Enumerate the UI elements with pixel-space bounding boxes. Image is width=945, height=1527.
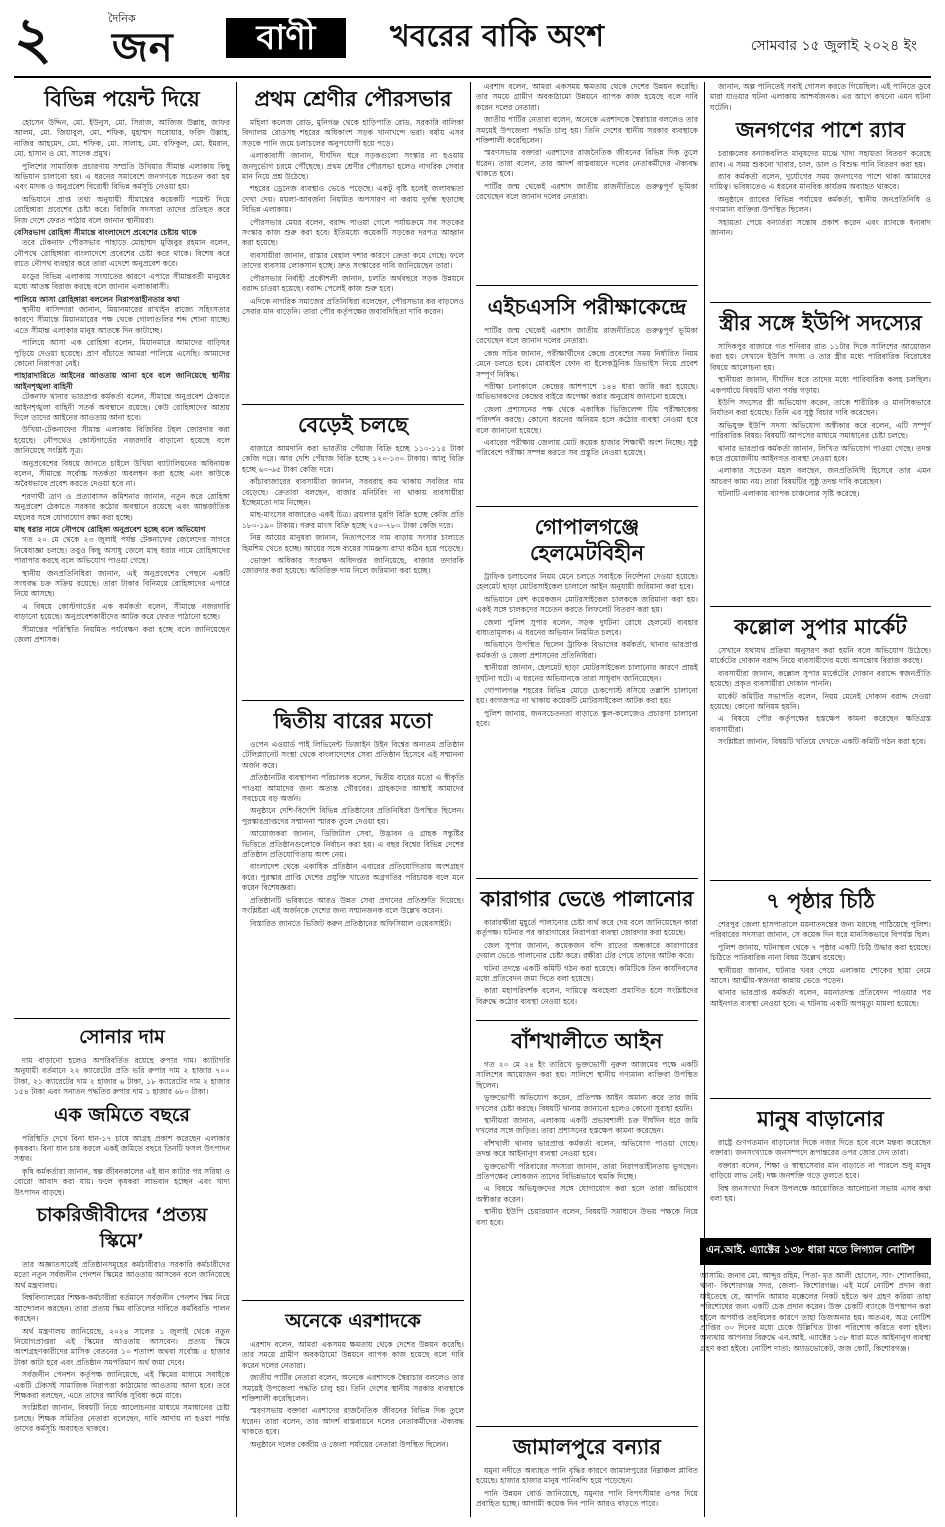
column-divider — [470, 82, 471, 1517]
article-banshkhali — [476, 1028, 698, 1228]
article-divider — [476, 506, 698, 507]
article-divider — [476, 285, 698, 286]
article-headline: অনেকে এরশাদকে — [285, 1310, 421, 1332]
column-4-low — [710, 884, 931, 1011]
masthead-rule — [14, 76, 931, 78]
paragraph: বক্তারা বলেন, শিক্ষা ও স্বাস্থ্যসেবার মান বাড়াতে না পারলে শুধু মানুষ বাড়িয়ে লাভ নেই। দক্ষ জনশক্তি গড়ে তুলতে হবে। — [710, 1160, 931, 1181]
paragraph: বিস্তারিত জানতে ভিজিট করুন প্রতিষ্ঠানের অফিসিয়াল ওয়েবসাইট। — [250, 918, 452, 928]
paragraph: পানি উন্নয়ন বোর্ড জানিয়েছে, যমুনার পানি বিপৎসীমার ওপর দিয়ে প্রবাহিত হচ্ছে। আগামী কয়েক দিন পানি আরও বাড়তে পারে। — [476, 1488, 698, 1509]
article-body — [14, 1134, 230, 1198]
paragraph: জেলা প্রশাসনের পক্ষ থেকে একাধিক ভিজিলেন্স টিম পরীক্ষাকেন্দ্র পরিদর্শন করছে। কোনো ধরনের অনিয়ম হলে কঠোর ব্যবস্থা নেওয়া হবে বলে জানানো হয়েছে। — [476, 404, 698, 435]
article-headline: প্রথম শ্রেণীর পৌরসভার — [254, 87, 452, 111]
subheading: মাছ ধরার নামে নৌপথে রোহিঙ্গা অনুপ্রবেশ হচ্ছে বলে অভিযোগ — [14, 525, 206, 535]
paragraph: জাতীয় পার্টির নেতারা বলেন, অনেকে এরশাদকে স্বৈরাচার বললেও তার সময়েই উপজেলা পদ্ধতি চালু হয়। তিনি দেশের স্থানীয় সরকার ব্যবস্থাকে শক্তিশালী করেছিলেন। — [242, 1373, 464, 1404]
column-2-lower — [242, 704, 464, 931]
paragraph: কেন্দ্র সচিব জানান, পরীক্ষার্থীদের কেন্দ্রে প্রবেশের সময় নির্ধারিত নিয়ম মেনে চলতে হবে। মোবাইল ফোন বা ইলেকট্রনিক ডিভাইস নিয়ে প্রবেশ সম্পূর্ণ নিষিদ্ধ। — [476, 348, 698, 379]
article-onek-ershad — [242, 1308, 464, 1450]
column-3-lower — [476, 882, 698, 1009]
paragraph: কারা মহাপরিদর্শক বলেন, দায়িত্বে অবহেলা প্রমাণিত হলে সংশ্লিষ্টদের বিরুদ্ধে কঠোর ব্যবস্থা নেওয়া হবে। — [476, 986, 698, 1006]
article-divider — [14, 1018, 230, 1019]
paragraph: ঘটনাটি এলাকায় ব্যাপক চাঞ্চল্যের সৃষ্টি করেছে। — [718, 489, 860, 499]
paragraph: স্মরণসভায় বক্তারা এরশাদের রাজনৈতিক জীবনের বিভিন্ন দিক তুলে ধরেন। তারা বলেন, তার আদর্শ বাস্তবায়নে দলের নেতাকর্মীদের ঐক্যবদ্ধ থাকতে হবে। — [476, 148, 698, 179]
article-kallol-market — [710, 614, 931, 748]
article-divider — [710, 880, 931, 881]
article-body — [242, 1340, 464, 1450]
paragraph: চরাঞ্চলের বন্যাকবলিত মানুষদের মাঝে খাদ্য সহায়তা বিতরণ করেছে র‍্যাব। এ সময় শুকনো খাবার, চাল, ডাল ও বিশুদ্ধ পানি বিতরণ করা হয়। — [710, 149, 931, 169]
paragraph: ভোক্তা অধিকার সংরক্ষণ অধিদপ্তর জানিয়েছে, বাজার তদারকি জোরদার করা হয়েছে। অতিরিক্ত দাম নিলে জরিমানা করা হচ্ছে। — [242, 556, 464, 576]
article-body — [14, 118, 230, 646]
paragraph: যমুনা নদীতে অব্যাহত পানি বৃদ্ধির কারণে জামালপুরের নিম্নাঞ্চল প্লাবিত হয়েছে। হাজার হাজার মানুষ পানিবন্দি হয়ে পড়েছেন। — [476, 1466, 698, 1486]
paragraph: জেলা পুলিশ সুপার বলেন, সড়ক দুর্ঘটনা রোধে হেলমেট ব্যবহার বাধ্যতামূলক। এ ধরনের অভিযান নিয়মিত চলবে। — [476, 617, 698, 638]
column-1 — [14, 82, 230, 648]
paragraph: মহিলা কলেজ রোড, মুনিগঞ্জ থেকে হাড়িপাতি রোড, সরকারি বালিকা বিদ্যালয় রোডসহ শহরের অধিকাংশ সড়ক খানাখন্দে ভরা। বর্ষায় এসব সড়কে পানি জমে চলাচলের অনুপযোগী হয়ে পড়ে। — [242, 118, 464, 148]
paragraph: টেকনাফ থানার ভারপ্রাপ্ত কর্মকর্তা বলেন, সীমান্তে অনুপ্রবেশ ঠেকাতে আইনশৃঙ্খলা বাহিনী সতর্ক অবস্থানে রয়েছে। কেউ রোহিঙ্গাদের আশ্রয় দিলে তাদের আইনের আওতায় আনা হবে। — [14, 392, 230, 422]
article-headline: জামালপুরে বন্যার — [513, 1435, 661, 1459]
article-bibhinno-point — [14, 86, 230, 646]
article-hsc-exam — [476, 294, 698, 459]
article-body — [710, 1138, 931, 1204]
paragraph: স্থানীয় বাসিন্দারা জানান, মিয়ানমারের রাখাইন রাজ্যে সহিংসতার কারণে সীমান্তে মিয়ানমারের পক্ষ থেকে গোলাগুলির শব্দ শোনা যাচ্ছে। এতে সীমান্ত এলাকার মানুষ আতঙ্কে দিন কাটাচ্ছে। — [14, 304, 230, 335]
article-divider — [476, 878, 698, 879]
paragraph: এবারের পরীক্ষায় জেলায় মোট কয়েক হাজার শিক্ষার্থী অংশ নিচ্ছে। সুষ্ঠু পরিবেশে পরীক্ষা সম্পন্ন করতে সব প্রস্তুতি নেওয়া হয়েছে। — [476, 438, 698, 458]
article-body — [710, 149, 931, 238]
paragraph: পালিয়ে আসা এক রোহিঙ্গা বলেন, মিয়ানমারে আমাদের বাড়িঘর পুড়িয়ে দেওয়া হয়েছে। প্রাণ বাঁচাতে আমরা পালিয়ে এসেছি। আমাদের কোনো নিরাপত্তা নেই। — [14, 338, 230, 368]
article-divider — [710, 606, 931, 607]
article-body — [710, 342, 931, 500]
legal-notice-body: আসামি: জনাব মো. আব্দুর রহিম, পিতা- মৃত আলী হোসেন, সাং- শোলাকিয়া, থানা- কিশোরগঞ্জ সদর, জেলা- কিশোরগঞ্জ। এই মর্মে নোটিশ প্রদান করা যাইতেছে যে, আপনি আমার মক্কেলের নিকট হইতে ঋণ গ্রহণ করিয়া তাহা পরিশোধের জন্য একটি চেক প্রদান করেন। উক্ত চেকটি ব্যাংকে উপস্থাপন করা হইলে অপর্যাপ্ত তহবিলের কারণে তাহা ডিজঅনার হয়। অতএব, অত্র নোটিশ প্রাপ্তির ৩০ দিনের মধ্যে চেকে উল্লিখিত টাকা পরিশোধ করিতে বলা হইল। অন্যথায় আপনার বিরুদ্ধে এন.আই. এ্যাক্টের ১৩৮ ধারা মতে আইনানুগ ব্যবস্থা গ্রহণ করা হইবে। নোটিশ দাতা: অ্যাডভোকেট, জজ কোর্ট, কিশোরগঞ্জ। — [700, 1271, 931, 1353]
paragraph: জানান, অল্প পানিতেই সবাই গোসল করতে গিয়েছিল। এই পানিতে ডুবে মারা যাওয়ার ঘটনা এলাকায় আশ্চর্যজনক। এর আগে কখনো এমন ঘটনা ঘটেনি। — [710, 82, 931, 112]
paragraph: হোসেন উদ্দিন, মো. ইউনুস, মো. সিরাজ, আজিজ উল্লাহ, জাফর আলম, মো. জিয়াবুল, মো. শফিক, মুহাম্মদ সরোয়ার, ফরিদ উল্লাহ, নাজির আহমেদ, মো. শফিক, মো. সালাহ, মো. রফিকুল, মো. ইমরান, মো. হাসান ও মো. সাদেক প্রমুখ। — [14, 118, 230, 159]
paragraph: সর্বজনীন পেনশন কর্তৃপক্ষ জানিয়েছে, এই স্কিমের মাধ্যমে সবাইকে একটি টেকসই সামাজিক নিরাপত্তা কাঠামোর আওতায় আনা হবে। তবে শিক্ষকরা বলছেন, এতে তাদের আর্থিক সুবিধা কমে যাবে। — [14, 1370, 230, 1400]
article-headline: এক জমিতে বছরে — [53, 1103, 191, 1126]
paragraph: পার্টির জন্ম থেকেই এরশাদ জাতীয় রাজনীতিতে গুরুত্বপূর্ণ ভূমিকা রেখেছেন বলে জানান দলের নেতারা। — [476, 326, 698, 346]
article-body — [476, 1466, 698, 1510]
paragraph: অভিযানে প্রাপ্ত তথ্য অনুযায়ী সীমান্তের কয়েকটি পয়েন্ট দিয়ে রোহিঙ্গারা প্রবেশের চেষ্টা করে। বিজিবি সদস্যরা তাদের প্রতিহত করে নিজ দেশে ফেরত পাঠায় বলে জানান স্থানীয়রা। — [14, 194, 230, 225]
paragraph: রাষ্ট্রে গুণগতমান বাড়ানোর দিকে নজর দিতে হবে বলে মন্তব্য করেছেন বক্তারা। জনসংখ্যাকে জনসম্পদে রূপান্তরের ওপর জোর দেন তারা। — [710, 1138, 931, 1158]
paragraph: র‍্যাব কর্মকর্তা বলেন, দুর্যোগের সময় জনগণের পাশে থাকা আমাদের দায়িত্ব। ভবিষ্যতেও এ ধরনের মানবিক কার্যক্রম অব্যাহত থাকবে। — [710, 172, 931, 192]
article-ek-jomite — [14, 1102, 230, 1198]
paragraph: গোপালগঞ্জ শহরের বিভিন্ন মোড়ে চেকপোস্ট বসিয়ে তল্লাশি চালানো হয়। কাগজপত্র না থাকায় কয়েকটি মোটরসাইকেল আটক করা হয়। — [476, 686, 698, 706]
paragraph: সংশ্লিষ্টরা জানান, বিষয়টি খতিয়ে দেখতে একটি কমিটি গঠন করা হবে। — [718, 737, 926, 747]
paragraph: পুলিশ জানায়, জনসচেতনতা বাড়াতে স্কুল-কলেজেও প্রচারণা চালানো হবে। — [476, 708, 698, 729]
paragraph: স্থানীয় জনপ্রতিনিধিরা জানান, এই অনুপ্রবেশের পেছনে একটি সংঘবদ্ধ চক্র সক্রিয় রয়েছে। তারা টাকার বিনিময়ে রোহিঙ্গাদের এপারে নিয়ে আসছে। — [14, 568, 230, 599]
paragraph: পুলিশের সামাজিক প্রচারণায় সম্প্রতি উখিয়ার সীমান্ত এলাকায় কিছু অভিযান চালানো হয়। এ ধরনের সমাবেশে জনগণকে সচেতন করা হয় এবং মাদক ও অনুপ্রবেশ বিরোধী বিভিন্ন কর্মসূচি নেওয়া হয়। — [14, 161, 230, 192]
article-sonar-dam — [14, 1024, 230, 1098]
article-headline: মানুষ বাড়ানোর — [757, 1107, 884, 1131]
article-body — [242, 740, 464, 929]
paragraph: পৌরসভার মেয়র বলেন, বরাদ্দ পাওয়া গেলে পর্যায়ক্রমে সব সড়কের সংস্কার কাজ শুরু করা হবে। ইতিমধ্যে কয়েকটি সড়কের দরপত্র আহ্বান করা হয়েছে। — [242, 217, 464, 248]
date-line: সোমবার ১৫ জুলাই ২০২৪ ইং — [750, 38, 917, 54]
paragraph: ভুক্তভোগী পরিবারের সদস্যরা জানান, তারা নিরাপত্তাহীনতায় ভুগছেন। প্রতিপক্ষের লোকজন তাদের বিভিন্নভাবে হুমকি দিচ্ছে। — [476, 1161, 698, 1182]
paragraph: পৌরসভার নির্বাহী প্রকৌশলী জানান, চলতি অর্থবছরে সড়ক উন্নয়নে বরাদ্দ চাওয়া হয়েছে। বরাদ্দ পেলেই কাজ শুরু হবে। — [242, 273, 464, 294]
paragraph: এলাকার সচেতন মহল বলছেন, জনপ্রতিনিধি হিসেবে তার এমন আচরণ কাম্য নয়। তারা বিষয়টির সুষ্ঠু তদন্ত দাবি করেছেন। — [710, 466, 931, 486]
logo-bani: বাণী — [226, 18, 346, 58]
subheading: বেসিরভাগ রোহিঙ্গা সীমান্তে বাংলাদেশে প্রবেশের চেষ্টায় থাকে — [14, 228, 197, 238]
paragraph: ভুক্তভোগী অভিযোগ করেন, প্রতিপক্ষ আইন অমান্য করে তার জমি দখলের চেষ্টা করছে। বিষয়টি থানায় জানানো হলেও কোনো সুরাহা হয়নি। — [476, 1093, 698, 1113]
article-body — [710, 920, 931, 1009]
article-divider — [476, 1426, 698, 1427]
paragraph: অভিযুক্ত ইউপি সদস্য অভিযোগ অস্বীকার করে বলেন, এটি সম্পূর্ণ পারিবারিক বিষয়। বিষয়টি আপসের মাধ্যমে সমাধানের চেষ্টা চলছে। — [710, 420, 931, 441]
paragraph: এ বিষয়ে অভিযুক্তদের সঙ্গে যোগাযোগ করা হলে তারা অভিযোগ অস্বীকার করেন। — [476, 1184, 698, 1204]
article-body — [476, 326, 698, 459]
article-rab — [710, 117, 931, 238]
article-continuation — [476, 82, 698, 202]
paragraph: সহায়তা পেয়ে বন্যার্তরা সন্তোষ প্রকাশ করেন এবং র‍্যাবকে ধন্যবাদ জানান। — [710, 217, 931, 238]
paragraph: আয়োজকরা জানান, ডিজিটাল সেবা, উদ্ভাবন ও গ্রাহক সন্তুষ্টির ভিত্তিতে প্রতিষ্ঠানগুলোকে নির্বাচন করা হয়। এ বছর বিশ্বের বিভিন্ন দেশের প্রতিষ্ঠান প্রতিযোগিতায় অংশ নেয়। — [242, 829, 464, 860]
paragraph: পরীক্ষা চলাকালে কেন্দ্রের আশপাশে ১৪৪ ধারা জারি করা হয়েছে। অভিভাবকদের কেন্দ্রের বাইরে অপেক্ষা করার অনুরোধ জানানো হয়েছে। — [476, 382, 698, 402]
paragraph: বাজারে আমদানি করা ভারতীয় পেঁয়াজ বিক্রি হচ্ছে ১১০-১১৫ টাকা কেজি দরে। আর দেশি পেঁয়াজ বিক্রি হচ্ছে ১২০-১৩০ টাকায়। আলু বিক্রি হচ্ছে ৬০-৬৫ টাকা কেজি দরে। — [242, 444, 464, 474]
article-continuation — [710, 82, 931, 113]
paragraph: বাংলাদেশ থেকে একাধিক প্রতিষ্ঠান এবারের প্রতিযোগিতায় অংশগ্রহণ করে। পুরস্কার প্রাপ্তি দেশের প্রযুক্তি খাতের অগ্রগতির পরিচায়ক বলে মনে করেন বিশেষজ্ঞরা। — [242, 862, 464, 893]
paragraph: এ বিষয়ে পৌর কর্তৃপক্ষের হস্তক্ষেপ কামনা করেছেন ক্ষতিগ্রস্ত ব্যবসায়ীরা। — [710, 714, 931, 734]
column-3-bottom — [476, 1430, 698, 1512]
article-up-member — [710, 310, 931, 500]
paragraph: এলাকাবাসী জানান, দীর্ঘদিন ধরে সড়কগুলো সংস্কার না হওয়ায় জনদুর্ভোগ চরমে পৌঁছেছে। প্রথম শ্রেণীর পৌরসভা হলেও নাগরিক সেবার মান নিয়ে প্রশ্ন উঠেছে। — [242, 151, 464, 182]
paragraph: পরিস্থিতি দেখে বিনা ধান-১৭ চাষে আগ্রহ প্রকাশ করেছেন এলাকার কৃষকরা। বিনা ধান চাষ করলে একই জমিতে বছরে তিনটি ফসল উৎপাদন সম্ভব। — [14, 1133, 230, 1164]
paragraph: নিম্ন আয়ের মানুষরা জানান, নিত্যপণ্যের দাম বাড়ায় সংসার চালাতে হিমশিম খেতে হচ্ছে। আয়ের সঙ্গে ব্যয়ের সামঞ্জস্য রাখা কঠিন হয়ে পড়েছে। — [242, 533, 464, 553]
paragraph: এদিকে নাগরিক সমাজের প্রতিনিধিরা বলেছেন, পৌরসভার কর বাড়লেও সেবার মান বাড়েনি। তারা পৌর কর্তৃপক্ষের জবাবদিহিতা দাবি করেন। — [242, 296, 464, 316]
paragraph: পার্টির জন্ম থেকেই এরশাদ জাতীয় রাজনীতিতে গুরুত্বপূর্ণ ভূমিকা রেখেছেন বলে জানান দলের নেতারা। — [476, 181, 698, 202]
paragraph: তবে টেকনাফ পৌরসভার পাহাড়ে মোহাম্মদ মুজিবুর রহমান বলেন, নৌপথে রোহিঙ্গারা বাংলাদেশে প্রবেশের চেষ্টা করে থাকে। বিশেষ করে রাতে নৌপথ ব্যবহার করে তারা এদেশে অনুপ্রবেশ করে। — [14, 238, 230, 269]
logo-jon: জন — [112, 25, 174, 71]
article-divider — [710, 302, 931, 303]
paragraph: থানার ভারপ্রাপ্ত কর্মকর্তা বলেন, ময়নাতদন্ত প্রতিবেদন পাওয়ার পর আইনগত ব্যবস্থা নেওয়া হবে। এ ঘটনায় একটি অপমৃত্যু মামলা হয়েছে। — [710, 988, 931, 1008]
paragraph: ট্রাফিক চলাচলের নিয়ম মেনে চলতে সবাইকে নির্দেশনা দেওয়া হয়েছে। হেলমেট ছাড়া মোটরসাইকেল চালালে আইন অনুযায়ী জরিমানা করা হবে। — [476, 572, 698, 592]
paragraph: থানার ভারপ্রাপ্ত কর্মকর্তা জানান, লিখিত অভিযোগ পাওয়া গেছে। তদন্ত করে প্রয়োজনীয় আইনগত ব্যবস্থা নেওয়া হবে। — [710, 443, 931, 464]
article-headline: বিভিন্ন পয়েন্ট দিয়ে — [44, 87, 200, 111]
article-body — [14, 1056, 230, 1098]
paragraph: কৃষি কর্মকর্তারা জানান, স্বল্প জীবনকালের এই ধান কাটার পর সরিষা ও বোরো আবাদ করা যায়। ফলে কৃষকরা লাভবান হচ্ছেন এবং খাদ্য উৎপাদন বাড়ছে। — [14, 1166, 230, 1197]
article-divider — [242, 1300, 464, 1301]
article-headline: চাকরিজীবীদের ‘প্রত্যয় স্কিমে’ — [36, 1204, 208, 1253]
article-gopalganj-helmet — [476, 514, 698, 730]
article-dwitiyo-bar — [242, 708, 464, 929]
subheading: পাহারাদারিতে আইনের আওতায় আনা হবে বলে জানিয়েছে স্থানীয় আইনশৃঙ্খলা বাহিনী — [14, 371, 230, 391]
article-bereii-cholche — [242, 412, 464, 577]
paragraph: দাম বাড়ানো হলেও অপরিবর্তিত রয়েছে রুপার দাম। ক্যাটাগরি অনুযায়ী বর্তমানে ২২ ক্যারেটের প্রতি ভরি রুপার দাম ২ হাজার ৭০০ টাকা, ২১ ক্যারেটের দাম ২ হাজার ৬ টাকা, ১৮ ক্যারেটের দাম ২ হাজার ১৫৪ টাকা এবং সনাতন পদ্ধতির রুপার দাম ১ হাজার ৬৮০ টাকা। — [14, 1056, 230, 1097]
paragraph: প্রতিষ্ঠানটি ভবিষ্যতে আরও উন্নত সেবা প্রদানের প্রতিশ্রুতি দিয়েছে। সংশ্লিষ্টরা এই অর্জনকে দেশের জন্য সম্মানজনক বলে উল্লেখ করেন। — [242, 895, 464, 916]
paragraph: অভিযানে বেশ কয়েকজন মোটরসাইকেল চালককে জরিমানা করা হয়। একই সঙ্গে চালকদের সচেতন করতে লিফলেট বিতরণ করা হয়। — [476, 594, 698, 615]
article-headline: ৭ পৃষ্ঠার চিঠি — [766, 889, 875, 913]
paragraph: সীমান্তের পরিস্থিতি নিয়মিত পর্যবেক্ষণ করা হচ্ছে বলে জানিয়েছেন জেলা প্রশাসক। — [14, 624, 230, 645]
paragraph: জাতীয় পার্টির নেতারা বলেন, অনেকে এরশাদকে স্বৈরাচার বললেও তার সময়েই উপজেলা পদ্ধতি চালু হয়। তিনি দেশের স্থানীয় সরকার ব্যবস্থাকে শক্তিশালী করেছিলেন। — [476, 115, 698, 146]
article-headline: বাঁশখালীতে আইন — [511, 1029, 663, 1053]
paragraph: অনুষ্ঠানে দেশি-বিদেশি বিভিন্ন প্রতিষ্ঠানের প্রতিনিধিরা উপস্থিত ছিলেন। পুরস্কারপ্রাপ্তদের সম্মাননা স্মারক তুলে দেওয়া হয়। — [242, 806, 464, 826]
paragraph: স্থানীয়রা জানান, হেলমেট ছাড়া মোটরসাইকেল চালানোর কারণে প্রায়ই দুর্ঘটনা ঘটে। এ ধরনের অভিযানকে তারা সাধুবাদ জানিয়েছেন। — [476, 663, 698, 683]
paragraph: মাছ-মাংসের বাজারেও একই চিত্র। ব্রয়লার মুরগি বিক্রি হচ্ছে কেজি প্রতি ১৮০-১৯০ টাকায়। গরুর মাংস বিক্রি হচ্ছে ৭৫০-৭৮০ টাকা কেজি দরে। — [242, 510, 464, 530]
paragraph: জেল সুপার জানান, কয়েকজন বন্দি রাতের অন্ধকারে কারাগারের দেয়াল ভেঙে পালানোর চেষ্টা করে। রক্ষীরা টের পেয়ে তাদের আটক করে। — [476, 940, 698, 961]
paragraph: অর্থ মন্ত্রণালয় জানিয়েছে, ২০২৪ সালের ১ জুলাই থেকে নতুন নিয়োগপ্রাপ্তরা এই স্কিমের আওতায় আসবেন। প্রত্যয় স্কিমে অংশগ্রহণকারীদের মাসিক বেতনের ১০ শতাংশ অথবা সর্বোচ্চ ৫ হাজার টাকা কাটা হবে এবং প্রতিষ্ঠান সমপরিমাণ অর্থ জমা দেবে। — [14, 1326, 230, 1367]
section-title: খবরের বাকি অংশ — [390, 19, 604, 54]
paragraph: তার অজ্ঞাতসারেই প্রতিষ্ঠানসমূহের কর্মচারীরাও সরকারি কর্মচারীদের মতো নতুন সর্বজনীন পেনশন স্কিমের আওতায় আসবেন বলে জানিয়েছে অর্থ মন্ত্রণালয়। — [14, 1260, 230, 1290]
article-headline: কল্লোল সুপার মার্কেট — [734, 615, 907, 639]
paragraph: সেখানে যথাযথ প্রক্রিয়া অনুসরণ করা হয়নি বলে অভিযোগ উঠেছে। মার্কেটের দোকান বরাদ্দ নিয়ে ব্যবসায়ীদের মধ্যে অসন্তোষ বিরাজ করছে। — [710, 646, 931, 666]
paragraph: সাদিকপুর বাজারে গত শনিবার রাত ১১টার দিকে সালিশের আয়োজন করা হয়। সেখানে ইউপি সদস্য ও তার স্ত্রীর মধ্যে পারিবারিক বিরোধের বিষয়ে আলোচনা হয়। — [710, 342, 931, 372]
paragraph: ব্যবসায়ীরা জানান, কল্লোল সুপার মার্কেটের দোকান বরাদ্দে স্বজনপ্রীতি হয়েছে। প্রকৃত ব্যবসায়ীরা দোকান পাননি। — [710, 668, 931, 689]
column-4-mid — [710, 306, 931, 502]
column-4-bottom — [710, 1102, 931, 1206]
paragraph: অভিযানে উপস্থিত ছিলেন ট্রাফিক বিভাগের কর্মকর্তা, থানার ভারপ্রাপ্ত কর্মকর্তা ও জেলা প্রশাসনের প্রতিনিধিরা। — [476, 640, 698, 660]
legal-notice-title: এন.আই. এ্যাক্টের ১৩৮ ধারা মতে লিগ্যাল নোটিশ — [700, 1238, 931, 1265]
article-jamalpur-flood — [476, 1434, 698, 1510]
article-headline: বেড়েই চলছে — [297, 413, 409, 437]
paragraph: ওপেন এওয়ার্ড পাই লিভিনেন্ট ডিজাইন উইন বিশ্বের অন্যতম প্রতিষ্ঠান টেলিপ্ল্যানেট সংস্থা থেকে বাংলাদেশের সেবা প্রতিষ্ঠান হিসেবে এই সম্মাননা অর্জন করে। — [242, 740, 464, 770]
paragraph: সংশ্লিষ্টরা জানান, বিষয়টি নিয়ে আলোচনার মাধ্যমে সমাধানের চেষ্টা চলছে। শিক্ষক সমিতির নেতারা বলেছেন, দাবি আদায় না হওয়া পর্যন্ত তাদের কর্মসূচি অব্যাহত থাকবে। — [14, 1403, 230, 1434]
legal-notice — [700, 1238, 931, 1354]
paragraph: অনুষ্ঠানে দলের কেন্দ্রীয় ও জেলা পর্যায়ের নেতারা উপস্থিত ছিলেন। — [250, 1439, 449, 1449]
paragraph: ইউপি সদস্যের স্ত্রী অভিযোগ করেন, তাকে শারীরিক ও মানসিকভাবে নির্যাতন করা হয়েছে। তিনি এর সুষ্ঠু বিচার দাবি করেছেন। — [710, 398, 931, 418]
paragraph: স্থানীয়রা জানান, এলাকায় একটি প্রভাবশালী চক্র দীর্ঘদিন ধরে জমি দখলের সঙ্গে জড়িত। তারা প্রশাসনের হস্তক্ষেপ কামনা করেছেন। — [476, 1116, 698, 1136]
paragraph: শেরপুর জেলা হাসপাতালে ময়নাতদন্তের জন্য মরদেহ পাঠিয়েছে পুলিশ। পরিবারের সদস্যরা জানান, সে কয়েক দিন ধরে মানসিকভাবে বিপর্যস্ত ছিল। — [710, 920, 931, 940]
article-headline: সোনার দাম — [79, 1026, 165, 1048]
paragraph: স্মরণসভায় বক্তারা এরশাদের রাজনৈতিক জীবনের বিভিন্ন দিক তুলে ধরেন। তারা বলেন, তার আদর্শ বাস্তবায়নে দলের নেতাকর্মীদের ঐক্যবদ্ধ থাকতে হবে। — [242, 1406, 464, 1437]
article-headline: স্ত্রীর সঙ্গে ইউপি সদস্যের — [719, 311, 922, 335]
article-headline: এইচএসসি পরীক্ষাকেন্দ্রে — [487, 295, 687, 319]
masthead — [0, 0, 945, 78]
paragraph: মার্কেট কমিটির সভাপতি বলেন, নিয়ম মেনেই দোকান বরাদ্দ দেওয়া হয়েছে। কোনো অনিয়ম হয়নি। — [710, 691, 931, 712]
paragraph: এরশাদ বলেন, আমরা একসময় ক্ষমতায় থেকে দেশের উন্নয়ন করেছি। তার সময়ে গ্রামীণ অবকাঠামো উন্নয়নে ব্যাপক কাজ হয়েছে বলে দাবি করেন দলের নেতারা। — [476, 82, 698, 112]
paragraph: প্রতিষ্ঠানটির ব্যবস্থাপনা পরিচালক বলেন, দ্বিতীয় বারের মতো এ স্বীকৃতি পাওয়া আমাদের জন্য অত্যন্ত গৌরবের। গ্রাহকদের আস্থাই আমাদের সবচেয়ে বড় অর্জন। — [242, 773, 464, 804]
article-7-page-letter — [710, 888, 931, 1009]
paragraph: কাঁচাবাজারের ব্যবসায়ীরা জানান, সরবরাহ কম থাকায় সবজির দাম বেড়েছে। ক্রেতারা বলছেন, বাজার মনিটরিং না থাকায় ব্যবসায়ীরা ইচ্ছেমতো দাম নিচ্ছেন। — [242, 477, 464, 508]
article-headline: গোপালগঞ্জে হেলমেটবিহীন — [529, 515, 644, 565]
column-4-lower — [710, 610, 931, 750]
paragraph: অনুষ্ঠানে র‍্যাবের বিভিন্ন পর্যায়ের কর্মকর্তা, স্থানীয় জনপ্রতিনিধি ও গণ্যমান্য ব্যক্তিরা উপস্থিত ছিলেন। — [710, 194, 931, 215]
paragraph: কারারক্ষীরা মুহূর্তে পালানোর চেষ্টা ব্যর্থ করে দেয় বলে জানিয়েছেন কারা কর্তৃপক্ষ। ঘটনার পর কারাগারের নিরাপত্তা ব্যবস্থা জোরদার করা হয়েছে। — [476, 918, 698, 938]
paragraph: স্থানীয়রা জানান, ঘটনার খবর পেয়ে এলাকায় শোকের ছায়া নেমে আসে। আত্মীয়-স্বজনরা কান্নায় ভেঙে পড়েন। — [710, 965, 931, 986]
paragraph: শহরের ড্রেনেজ ব্যবস্থাও ভেঙে পড়েছে। একটু বৃষ্টি হলেই জলাবদ্ধতা দেখা দেয়। ময়লা-আবর্জনা নিয়মিত অপসারণ না করায় দুর্গন্ধ ছড়াচ্ছে বিভিন্ন এলাকায়। — [242, 184, 464, 215]
article-divider — [242, 700, 464, 701]
article-prottoy-scheme — [14, 1202, 230, 1435]
paragraph: ঘটনা তদন্তে একটি কমিটি গঠন করা হয়েছে। কমিটিকে তিন কার্যদিবসের মধ্যে প্রতিবেদন জমা দিতে বলা হয়েছে। — [476, 963, 698, 984]
article-divider — [710, 1098, 931, 1099]
paragraph: স্থানীয় ইউপি চেয়ারম্যান বলেন, বিষয়টি সমাধানে উভয় পক্ষকে নিয়ে বসা হবে। — [476, 1207, 698, 1227]
article-body — [710, 646, 931, 748]
column-4 — [710, 82, 931, 240]
paragraph: বাঁশখালী থানার ভারপ্রাপ্ত কর্মকর্তা বলেন, অভিযোগ পাওয়া গেছে। তদন্ত করে আইনানুগ ব্যবস্থা নেওয়া হবে। — [476, 1138, 698, 1159]
column-3-top — [476, 82, 698, 204]
article-body — [476, 1060, 698, 1228]
column-2-mid — [242, 408, 464, 579]
paragraph: শরণার্থী ত্রাণ ও প্রত্যাবাসন কমিশনার জানান, নতুন করে রোহিঙ্গা অনুপ্রবেশ ঠেকাতে সরকার কঠোর অবস্থানে রয়েছে এবং আন্তর্জাতিক মহলের সঙ্গে যোগাযোগ রক্ষা করা হচ্ছে। — [14, 491, 230, 522]
column-2-bottom — [242, 1304, 464, 1452]
logo-dainik: দৈনিক — [108, 12, 136, 25]
article-headline: দ্বিতীয় বারের মতো — [273, 709, 433, 733]
column-2 — [242, 82, 464, 319]
paragraph: ব্যবসায়ীরা জানান, রাস্তার বেহাল দশার কারণে ক্রেতা কমে গেছে। ফলে তাদের ব্যবসায় লোকসান হচ্ছে। দ্রুত সংস্কারের দাবি জানিয়েছেন তারা। — [242, 250, 464, 271]
article-body — [14, 1260, 230, 1435]
subheading: পালিয়ে আসা রোহিঙ্গারা বললেন নিরাপত্তাহীনতার কথা — [14, 294, 180, 304]
article-headline: জনগণের পাশে র‍্যাব — [735, 118, 906, 143]
article-headline: কারাগার ভেঙে পালানোর — [480, 887, 694, 911]
column-3-mid — [476, 510, 698, 732]
paragraph: উখিয়া-টেকনাফের সীমান্ত এলাকায় বিজিবির টহল জোরদার করা হয়েছে। নৌপথেও কোস্টগার্ডের নজরদারি বাড়ানো হয়েছে বলে জানিয়েছে সংশ্লিষ্ট সূত্র। — [14, 425, 230, 456]
article-divider — [242, 404, 464, 405]
article-body — [476, 572, 698, 730]
column-1-bottom — [14, 1020, 230, 1437]
article-divider — [476, 1020, 698, 1021]
column-3-low — [476, 1024, 698, 1230]
article-body — [476, 918, 698, 1007]
paragraph: স্থানীয়রা জানান, দীর্ঘদিন ধরে তাদের মধ্যে পারিবারিক কলহ চলছিল। একপর্যায়ে বিষয়টি থানা পর্যন্ত গড়ায়। — [710, 375, 931, 395]
article-body — [242, 444, 464, 577]
page-number: ২ — [14, 4, 52, 72]
column-3 — [476, 290, 698, 461]
column-divider — [236, 82, 237, 1517]
paragraph: পুলিশ জানায়, ঘটনাস্থল থেকে ৭ পৃষ্ঠার একটি চিঠি উদ্ধার করা হয়েছে। চিঠিতে পারিবারিক নানা বিষয় উল্লেখ রয়েছে। — [710, 942, 931, 963]
paragraph: গত ২০ মে ২৪ ইং তারিখে ভুক্তভোগী নুরুল আজমের পক্ষে একটি সালিশের আয়োজন করা হয়। সালিশে স্থানীয় গণ্যমান্য ব্যক্তিরা উপস্থিত ছিলেন। — [476, 1060, 698, 1090]
paragraph: এ বিষয়ে কোস্টগার্ডের এক কর্মকর্তা বলেন, সীমান্তে নজরদারি বাড়ানো হয়েছে। অনুপ্রবেশকারীদের আটক করে ফেরত পাঠানো হচ্ছে। — [14, 601, 230, 622]
paragraph: অনুপ্রবেশের বিষয়ে জানতে চাইলে উখিয়া ব্যাটালিয়নের অধিনায়ক বলেন, সীমান্তে সর্বোচ্চ সতর্কতা অবলম্বন করা হচ্ছে এবং কাউকে অবৈধভাবে প্রবেশ করতে দেওয়া হবে না। — [14, 458, 230, 489]
article-manush-barano — [710, 1106, 931, 1204]
article-karagar — [476, 886, 698, 1007]
paragraph: বিশ্ব জনসংখ্যা দিবস উপলক্ষে আয়োজিত আলোচনা সভায় এসব কথা বলা হয়। — [710, 1183, 931, 1204]
paragraph: গত ২০ মে থেকে ২৩ জুলাই পর্যন্ত টেকনাফের জেলেদের সাগরে নিষেধাজ্ঞা চলছে। তবুও কিছু অসাধু জেলে মাছ ধরার নামে রোহিঙ্গাদের পারাপার করছে বলে অভিযোগ পাওয়া গেছে। — [14, 535, 230, 566]
paragraph: এরশাদ বলেন, আমরা একসময় ক্ষমতায় থেকে দেশের উন্নয়ন করেছি। তার সময়ে গ্রামীণ অবকাঠামো উন্নয়নে ব্যাপক কাজ হয়েছে বলে দাবি করেন দলের নেতারা। — [242, 1340, 464, 1370]
article-prothom-shreni — [242, 86, 464, 317]
paragraph: বিশ্ববিদ্যালয়ের শিক্ষক-কর্মচারীরা বর্তমানে সর্বজনীন পেনশন স্কিম নিয়ে আন্দোলন করছেন। তারা প্রত্যয় স্কিম বাতিলের দাবিতে কর্মবিরতি পালন করছেন। — [14, 1293, 230, 1324]
article-body — [242, 118, 464, 317]
newspaper-logo — [108, 12, 356, 71]
paragraph: মংডুর বিভিন্ন এলাকায় সংঘাতের কারণে এপারে সীমান্তবর্তী মানুষের মধ্যে আতঙ্ক বিরাজ করছে বলে জানান এলাকাবাসী। — [14, 271, 230, 292]
